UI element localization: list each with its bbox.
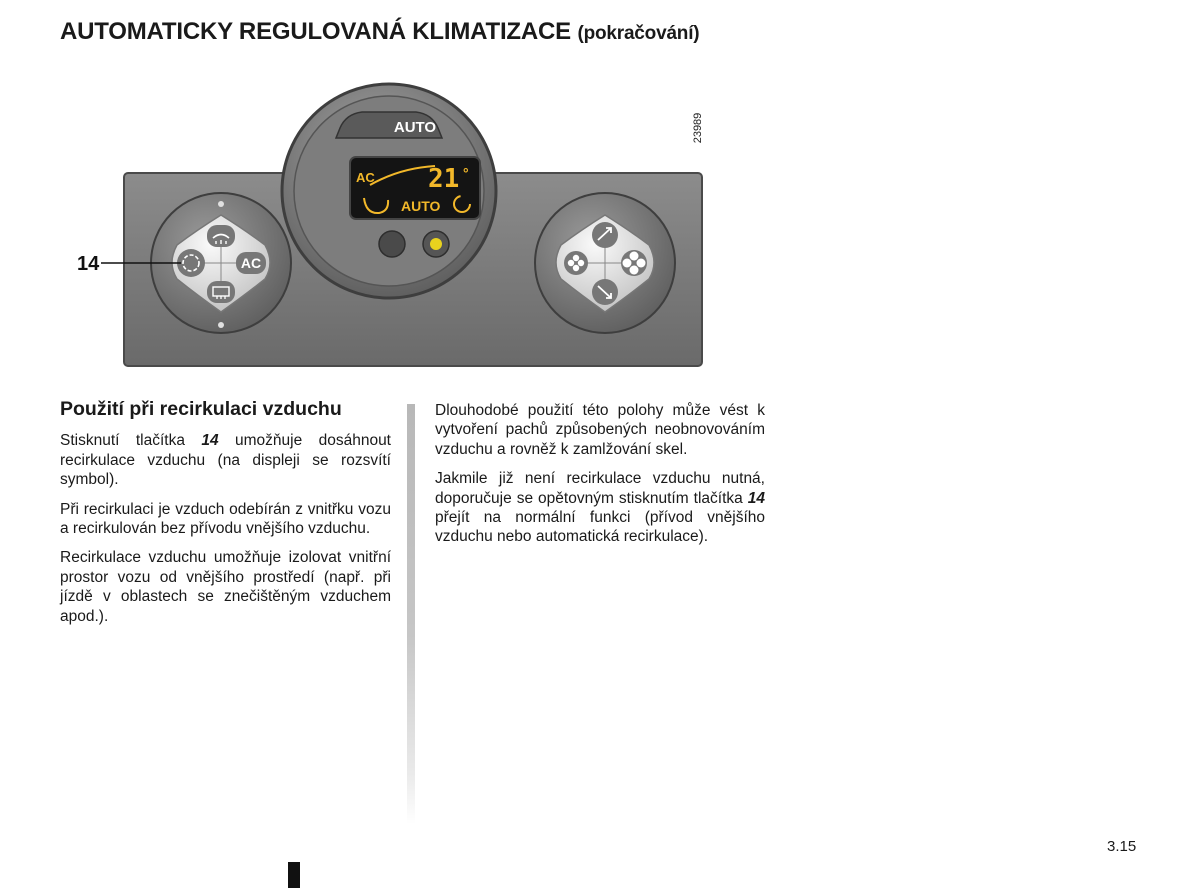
paragraph-3: Recirkulace vzduchu umožňuje izolovat vnitřní prostor vozu od vnějšího prostředí (např. při jízdě v oblastech se znečištěným vzduchem apod.). — [60, 549, 391, 625]
ac-button-label: AC — [240, 255, 262, 271]
rear-defrost-icon[interactable] — [207, 281, 235, 303]
paragraph-2: Při recirkulaci je vzduch odebírán z vnitřku vozu a recirkulován bez přívodu vnějšího vzduchu. — [60, 500, 391, 538]
display-degree-sign: ° — [463, 165, 469, 181]
print-mark — [288, 862, 300, 888]
climate-control-figure — [70, 80, 710, 380]
button-reference: 14 — [201, 432, 219, 450]
paragraph-1: Stisknutí tlačítka 14 umožňuje dosáhnout recirkulace vzduchu (na displeji se rozsvítí symbol). — [60, 432, 391, 489]
indicator-led — [430, 238, 442, 250]
air-distribution-up-icon[interactable] — [592, 222, 618, 248]
callout-number: 14 — [77, 253, 100, 275]
fan-low-icon[interactable] — [564, 251, 588, 275]
defrost-windscreen-icon[interactable] — [207, 225, 235, 247]
air-distribution-down-icon[interactable] — [592, 279, 618, 305]
section-heading: Použití při recirkulaci vzduchu — [60, 398, 342, 420]
column-divider — [407, 404, 415, 824]
auto-button-label: AUTO — [393, 119, 437, 136]
page-title-main: AUTOMATICKY REGULOVANÁ KLIMATIZACE — [60, 18, 571, 45]
image-id-label: 23989 — [692, 112, 704, 144]
paragraph-5: Jakmile již není recirkulace vzduchu nutná, doporučuje se opětovným stisknutím tlačítka 14 přejít na normální funkci (přívod vnějšího vzduchu nebo automatická recirkulace). — [435, 470, 765, 546]
right-column — [435, 401, 765, 557]
display-temperature: 21 — [428, 164, 460, 194]
paragraph-4: Dlouhodobé použití této polohy může vést k vytvoření pachů způsobených neobnovováním vzduchu a rovněž k zamlžování skel. — [435, 402, 765, 458]
page-number: 3.15 — [1107, 838, 1137, 855]
page-title — [60, 18, 699, 46]
display-ac-label: AC — [356, 170, 375, 185]
fan-high-icon[interactable] — [621, 250, 647, 276]
display-mode-label: AUTO — [401, 198, 441, 214]
button-reference: 14 — [747, 489, 765, 507]
recirculation-button[interactable] — [177, 249, 205, 277]
climate-control-panel — [70, 80, 710, 380]
display-off-button[interactable] — [379, 231, 405, 257]
page-title-suffix: (pokračování) — [577, 23, 700, 44]
left-column — [60, 400, 391, 636]
